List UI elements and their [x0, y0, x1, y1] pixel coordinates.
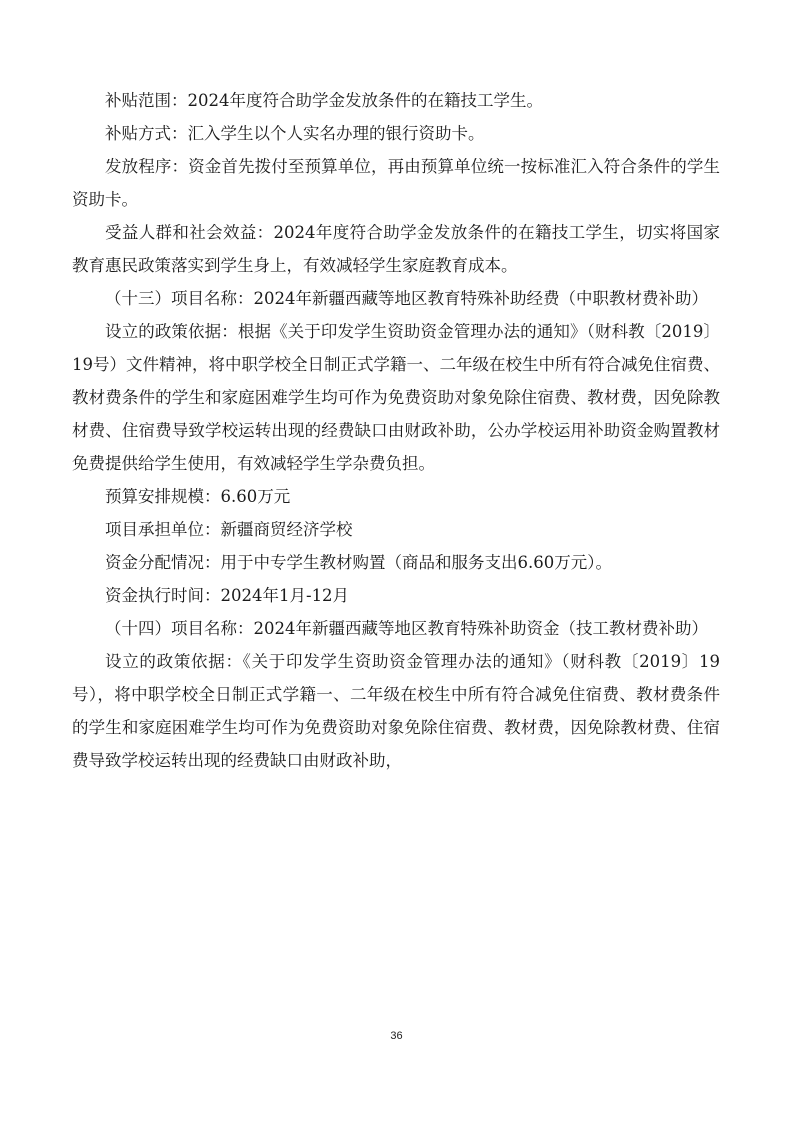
heading-project-13: （十三）项目名称：2024年新疆西藏等地区教育特殊补助经费（中职教材费补助） [105, 289, 708, 308]
paragraph-policy-basis-13: 设立的政策依据：根据《关于印发学生资助资金管理办法的通知》（财科教〔2019〕19号）文件精神，将中职学校全日制正式学籍一、二年级在校生中所有符合减免住宿费、教材费条件的学生和家庭困难学生均可作为免费资助对象免除住宿费、教材费，因免除教材费、住宿费导致学校运转出现的经费缺口由财政补助，公办学校运用补助资金购置教材免费提供给学生使用，有效减轻学生学杂费负担。 [72, 322, 720, 473]
paragraph-distribution-procedure: 发放程序：资金首先拨付至预算单位，再由预算单位统一按标准汇入符合条件的学生资助卡。 [72, 157, 720, 209]
paragraph-fund-allocation: 资金分配情况：用于中专学生教材购置（商品和服务支出6.60万元）。 [105, 553, 612, 572]
paragraph-beneficiaries: 受益人群和社会效益：2024年度符合助学金发放条件的在籍技工学生，切实将国家教育惠民政策落实到学生身上，有效减轻学生家庭教育成本。 [72, 223, 720, 275]
page-number: 36 [390, 1030, 403, 1042]
heading-project-14: （十四）项目名称：2024年新疆西藏等地区教育特殊补助资金（技工教材费补助） [105, 619, 708, 638]
body-text [72, 84, 720, 777]
paragraph-subsidy-scope: 补贴范围：2024年度符合助学金发放条件的在籍技工学生。 [105, 91, 543, 110]
paragraph-budget-scale: 预算安排规模：6.60万元 [105, 487, 291, 506]
paragraph-responsible-unit: 项目承担单位：新疆商贸经济学校 [105, 520, 353, 539]
paragraph-policy-basis-14: 设立的政策依据：《关于印发学生资助资金管理办法的通知》（财科教〔2019〕19号），将中职学校全日制正式学籍一、二年级在校生中所有符合减免住宿费、教材费条件的学生和家庭困难学生均可作为免费资助对象免除住宿费、教材费，因免除教材费、住宿费导致学校运转出现的经费缺口由财政补助， [72, 652, 720, 770]
paragraph-subsidy-method: 补贴方式：汇入学生以个人实名办理的银行资助卡。 [105, 124, 485, 143]
paragraph-execution-time: 资金执行时间：2024年1月-12月 [105, 586, 350, 605]
